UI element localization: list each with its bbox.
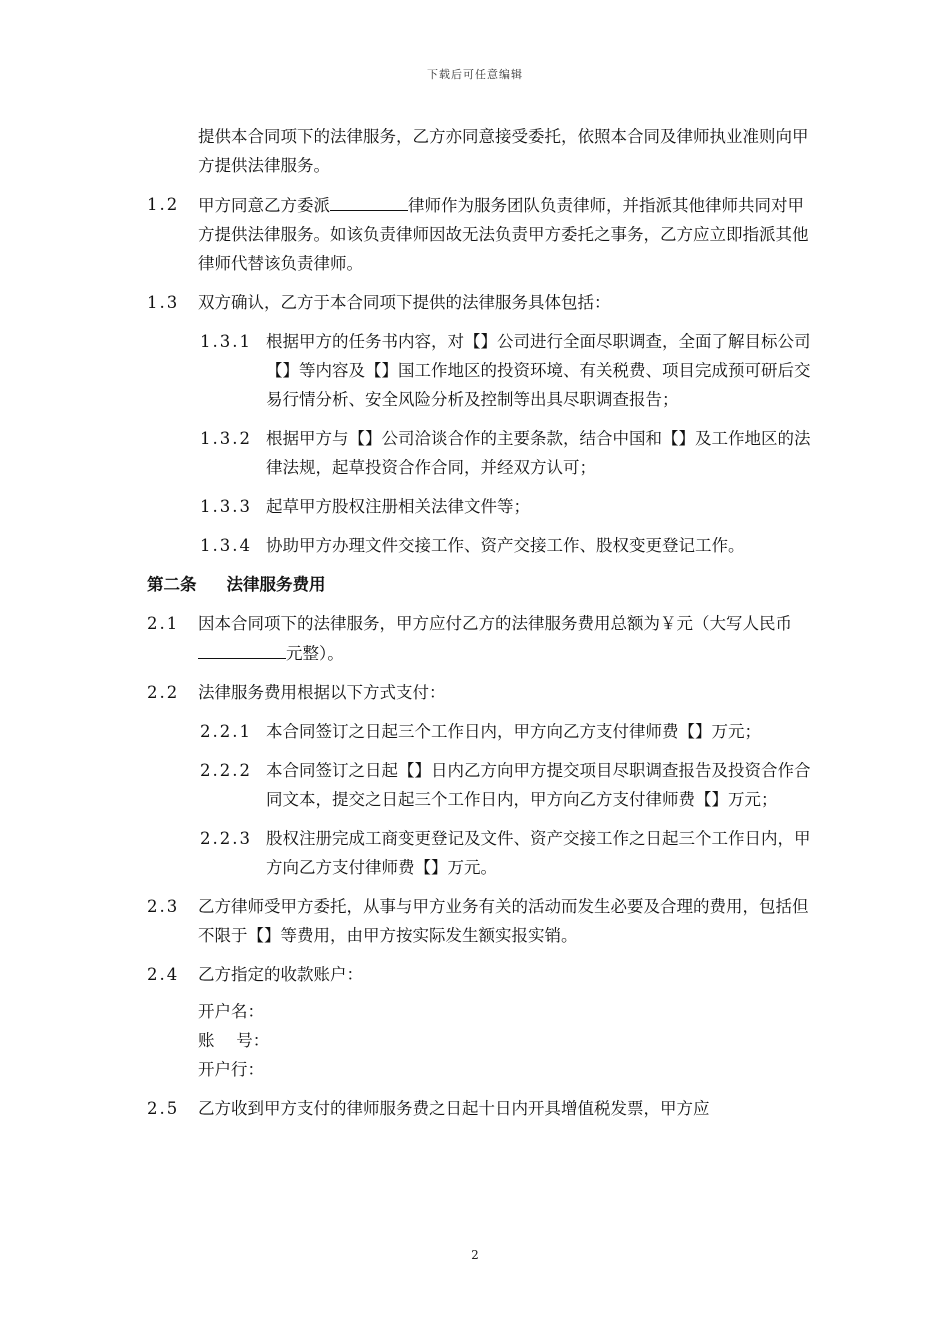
clause-number: 2.1 <box>147 614 180 633</box>
clause-2-3 <box>0 892 950 950</box>
clause-text-before: 甲方同意乙方委派 <box>198 196 330 215</box>
clause-number: 2.2 <box>147 683 180 702</box>
clause-text-after: 元整）。 <box>286 644 344 663</box>
clause-text: 本合同签订之日起【】日内乙方向甲方提交项目尽职调查报告及投资合作合同文本，提交之日起三个工作日内，甲方向乙方支付律师费【】万元； <box>266 761 811 809</box>
clause-number: 2.4 <box>147 965 180 984</box>
clause-1-2 <box>0 190 950 278</box>
clause-number: 2.2.3 <box>200 829 252 848</box>
clause-text-after: 律师作为服务团队负责律师，并指派其他律师共同对甲方提供法律服务。如该负责律师因故无法负责甲方委托之事务，乙方应立即指派其他律师代替该负责律师。 <box>198 196 809 273</box>
section-title: 法律服务费用 <box>226 575 326 594</box>
clause-number: 1.3.2 <box>200 429 252 448</box>
clause-2-2 <box>0 678 950 707</box>
document-body <box>0 122 950 1133</box>
intro-text: 提供本合同项下的法律服务，乙方亦同意接受委托，依照本合同及律师执业准则向甲方提供法律服务。 <box>198 127 809 175</box>
clause-2-1 <box>0 609 950 668</box>
bank-account-block <box>0 997 950 1084</box>
clause-1-3-1 <box>0 327 950 414</box>
clause-1-3-3 <box>0 492 950 521</box>
clause-text: 乙方收到甲方支付的律师服务费之日起十日内开具增值税发票，甲方应 <box>198 1099 710 1118</box>
clause-2-2-3 <box>0 824 950 882</box>
clause-number: 2.3 <box>147 897 180 916</box>
page-header: 下载后可任意编辑 <box>427 68 523 81</box>
clause-number: 1.3.3 <box>200 497 252 516</box>
clause-text: 双方确认，乙方于本合同项下提供的法律服务具体包括： <box>198 293 611 312</box>
clause-2-4 <box>0 960 950 989</box>
clause-2-5 <box>0 1094 950 1123</box>
amount-in-words-blank <box>198 638 286 659</box>
clause-number: 1.2 <box>147 195 180 214</box>
intro-paragraph <box>0 122 950 180</box>
clause-1-3 <box>0 288 950 317</box>
clause-text: 起草甲方股权注册相关法律文件等； <box>266 497 530 516</box>
clause-number: 2.5 <box>147 1099 180 1118</box>
clause-number: 2.2.2 <box>200 761 252 780</box>
clause-text: 法律服务费用根据以下方式支付： <box>198 683 446 702</box>
clause-number: 1.3.4 <box>200 536 252 555</box>
clause-text: 本合同签订之日起三个工作日内，甲方向乙方支付律师费【】万元； <box>266 722 761 741</box>
clause-text: 乙方律师受甲方委托，从事与甲方业务有关的活动而发生必要及合理的费用，包括但不限于【】等费用，由甲方按实际发生额实报实销。 <box>198 897 809 945</box>
section-heading-2 <box>0 570 950 599</box>
account-name-label: 开户名： <box>198 1002 264 1021</box>
clause-text: 协助甲方办理文件交接工作、资产交接工作、股权变更登记工作。 <box>266 536 745 555</box>
clause-2-2-1 <box>0 717 950 746</box>
clause-number: 1.3.1 <box>200 332 252 351</box>
section-label: 第二条 <box>147 575 197 594</box>
clause-number: 1.3 <box>147 293 180 312</box>
page-number: 2 <box>471 1248 479 1262</box>
clause-number: 2.2.1 <box>200 722 252 741</box>
clause-text: 乙方指定的收款账户： <box>198 965 363 984</box>
account-bank-label: 开户行： <box>198 1060 264 1079</box>
account-number-label: 账 号： <box>198 1031 270 1050</box>
clause-text: 根据甲方与【】公司洽谈合作的主要条款，结合中国和【】及工作地区的法律法规，起草投资合作合同，并经双方认可； <box>266 429 811 477</box>
clause-text: 根据甲方的任务书内容，对【】公司进行全面尽职调查，全面了解目标公司【】等内容及【】国工作地区的投资环境、有关税费、项目完成预可研后交易行情分析、安全风险分析及控制等出具尽职调查报告； <box>266 332 811 409</box>
clause-text: 股权注册完成工商变更登记及文件、资产交接工作之日起三个工作日内，甲方向乙方支付律师费【】万元。 <box>266 829 811 877</box>
clause-1-3-2 <box>0 424 950 482</box>
lawyer-name-blank <box>330 190 408 211</box>
clause-text-before: 因本合同项下的法律服务，甲方应付乙方的法律服务费用总额为￥元（大写人民币 <box>198 614 792 633</box>
clause-1-3-4 <box>0 531 950 560</box>
clause-2-2-2 <box>0 756 950 814</box>
